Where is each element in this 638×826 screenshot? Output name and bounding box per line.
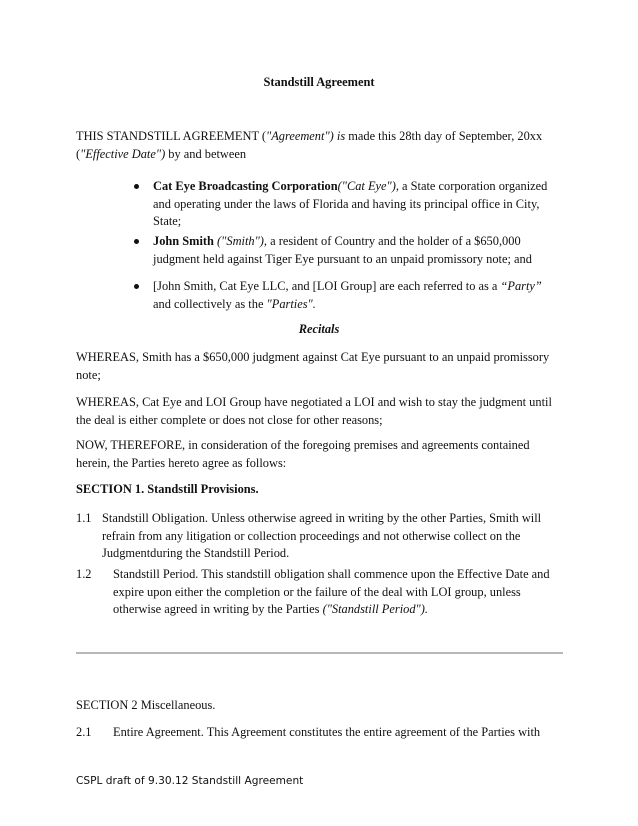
clause-number: 1.2 — [76, 567, 92, 581]
party-description: a resident of Country and the holder of a $650,000 judgment held against Tiger Eye pursuant to an unpaid promissory note; and — [153, 234, 532, 266]
intro-text-1: THIS STANDSTILL AGREEMENT ( — [76, 129, 267, 143]
parties-term: "Parties". — [266, 296, 316, 311]
intro-text-2: made this 28th day of September, 20xx ( — [76, 129, 543, 161]
clause-2-1 — [76, 724, 562, 742]
section-1-heading: SECTION 1. Standstill Provisions. — [76, 482, 259, 496]
clause-text: Entire Agreement. This Agreement constitutes the entire agreement of the Parties with — [113, 725, 541, 739]
clause-1-1 — [76, 510, 562, 563]
now-therefore-paragraph: NOW, THEREFORE, in consideration of the foregoing premises and agreements contained herein, the Parties hereto agree as follows: — [76, 438, 530, 470]
bullet-icon — [134, 184, 139, 189]
clause-text: Standstill Period. This standstill obligation shall commence upon the Effective Date and expire upon either the completion or the failure of the deal with LOI group, unless otherwise agreed in writing by the Parties — [113, 567, 550, 617]
bullet-icon — [134, 284, 139, 289]
clause-body — [113, 566, 562, 619]
party-alias: ("Smith"), — [213, 234, 268, 248]
clause-number: 1.1 — [76, 511, 92, 525]
party-definition-text: [John Smith, Cat Eye LLC, and [LOI Group] are each referred to as a — [153, 279, 501, 293]
page-divider — [76, 652, 563, 654]
intro-paragraph — [76, 128, 562, 163]
intro-text-3: by and between — [165, 146, 247, 161]
bullet-item — [128, 278, 558, 313]
party-list-item-definition — [128, 278, 558, 313]
clause-text: Standstill Obligation. Unless otherwise agreed in writing by the other Parties, Smith will refrain from any litigation or collection proceedings and not otherwise collect on the Judgmentduring the Standstill Period. — [102, 511, 542, 561]
bullet-item — [128, 178, 558, 231]
bullet-icon — [134, 239, 139, 244]
party-definition-mid: and collectively as the — [153, 296, 267, 311]
party-alias: ("Cat Eye"), — [337, 179, 399, 193]
page-footer: CSPL draft of 9.30.12 Standstill Agreement — [76, 775, 304, 787]
bullet-item — [128, 233, 558, 268]
intro-agreement-term: "Agreement") is — [266, 129, 346, 143]
party-list-item-cat-eye — [128, 178, 558, 231]
whereas-paragraph-2: WHEREAS, Cat Eye and LOI Group have negotiated a LOI and wish to stay the judgment until the deal is either complete or does not close for other reasons; — [76, 395, 552, 427]
party-list-item-smith — [128, 233, 558, 268]
party-name: Cat Eye Broadcasting Corporation — [153, 179, 338, 193]
document-title: Standstill Agreement — [263, 75, 375, 89]
clause-number: 2.1 — [76, 725, 92, 739]
party-name: John Smith — [153, 234, 214, 248]
party-term: “Party” — [500, 279, 542, 293]
clause-1-2 — [76, 566, 562, 619]
section-2-heading: SECTION 2 Miscellaneous. — [76, 698, 216, 712]
whereas-paragraph-1: WHEREAS, Smith has a $650,000 judgment against Cat Eye pursuant to an unpaid promissory note; — [76, 350, 550, 382]
recitals-heading: Recitals — [298, 322, 340, 336]
intro-effective-date-term: "Effective Date") — [80, 146, 166, 161]
standstill-period-term: ("Standstill Period"). — [322, 602, 428, 617]
party-description: a State corporation organized and operating under the laws of Florida and having its principal office in City, State; — [153, 179, 548, 229]
